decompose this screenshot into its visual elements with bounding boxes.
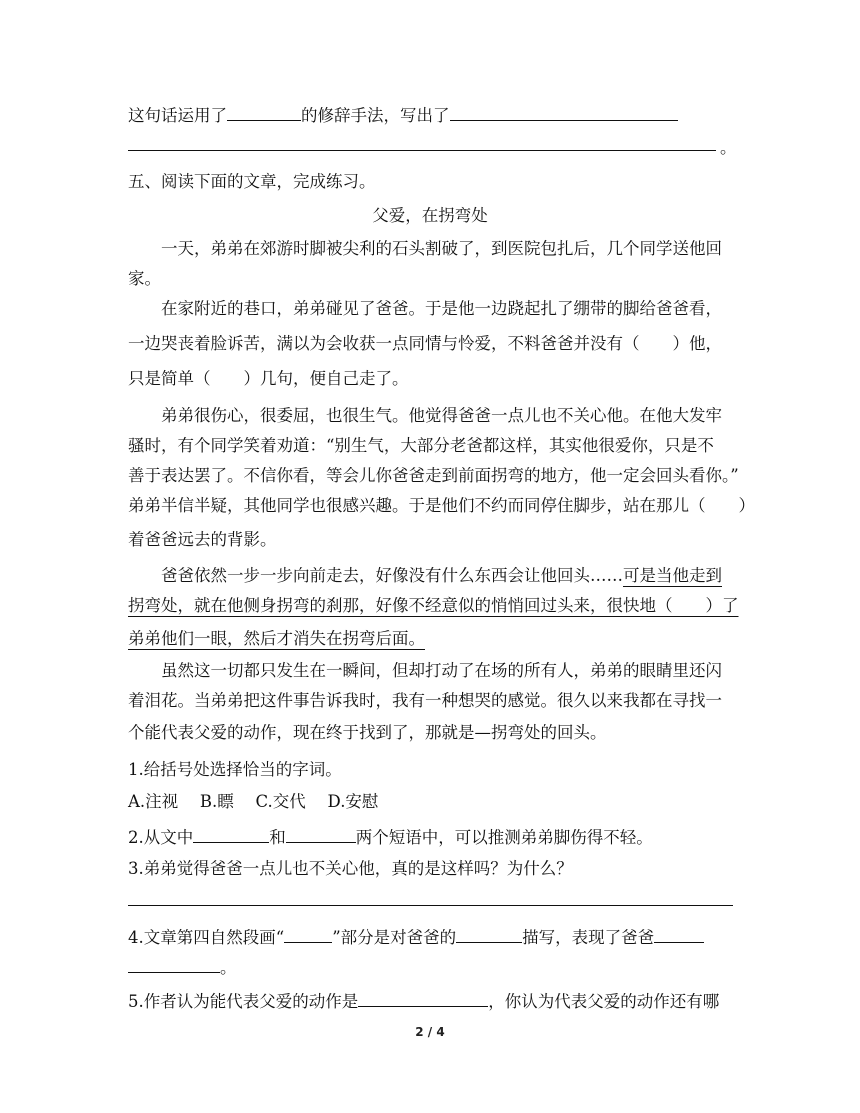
effect-answer-blank[interactable]: [450, 102, 678, 121]
article-line-plain: 爸爸依然一步一步向前走去，好像没有什么东西会让他回头……: [161, 566, 623, 585]
article-line: 虽然这一切都只发生在一瞬间，但却打动了在场的所有人，弟弟的眼睛里还闪: [161, 661, 722, 680]
article-line: 骚时，有个同学笑着劝道：“别生气，大部分老爸都这样，其实他很爱你，只是不: [128, 436, 714, 455]
rhetoric-text-2: 的修辞手法，写出了: [301, 106, 450, 125]
article-title: 父爱，在拐弯处: [372, 206, 488, 225]
article-line: 着泪花。当弟弟把这件事告诉我时，我有一种想哭的感觉。很久以来我都在寻找一: [128, 691, 722, 710]
underlined-sentence: 拐弯处，就在他侧身拐弯的刹那，好像不经意似的悄悄回过头来，很快地（ ）了: [128, 596, 739, 615]
article-line: 善于表达罢了。不信你看，等会儿你爸爸走到前面拐弯的地方，他一定会回头看你。”: [128, 466, 739, 485]
article-line: 在家附近的巷口，弟弟碰见了爸爸。于是他一边跷起扎了绷带的脚给爸爸看，: [161, 299, 722, 318]
question-1-options: A.注视 B.瞟 C.交代 D.安慰: [128, 792, 379, 811]
question-2: [128, 824, 653, 850]
q5-text-a: 5.作者认为能代表父爱的动作是: [128, 992, 359, 1011]
section-heading: 五、阅读下面的文章，完成练习。: [128, 172, 376, 191]
q4-blank-3-cont[interactable]: [128, 954, 220, 973]
rhetoric-text-1: 这句话运用了: [128, 106, 227, 125]
rhetoric-question-line: [128, 102, 678, 128]
q4-blank-3[interactable]: [654, 924, 704, 943]
q3-answer-line[interactable]: [128, 905, 733, 906]
article-line: 家。: [128, 269, 161, 288]
underlined-sentence: 弟弟他们一眼，然后才消失在拐弯后面。: [128, 629, 425, 648]
article-line: 个能代表父爱的动作，现在终于找到了，那就是—拐弯处的回头。: [128, 723, 607, 742]
q4-blank-1[interactable]: [284, 924, 332, 943]
article-line: 着爸爸远去的背影。: [128, 530, 277, 549]
q4-text-a: 4.文章第四自然段画“: [128, 928, 285, 947]
q4-text-b: ”部分是对爸爸的: [332, 928, 457, 947]
q2-blank-2[interactable]: [286, 824, 356, 843]
article-line: 一边哭丧着脸诉苦，满以为会收获一点同情与怜爱，不料爸爸并没有（ ）他，: [128, 334, 722, 353]
q4-end: 。: [220, 958, 237, 977]
article-line: 一天，弟弟在郊游时脚被尖利的石头割破了，到医院包扎后，几个同学送他回: [161, 239, 722, 258]
article-line: 只是简单（ ）几句，便自己走了。: [128, 369, 409, 388]
question-3: 3.弟弟觉得爸爸一点儿也不关心他，真的是这样吗？为什么？: [128, 859, 573, 878]
rhetoric-answer-blank[interactable]: [227, 102, 301, 121]
question-4-cont: [128, 954, 237, 980]
q4-blank-2[interactable]: [456, 924, 522, 943]
question-5: [128, 988, 719, 1014]
article-line: 弟弟很伤心，很委屈，也很生气。他觉得爸爸一点儿也不关心他。在他大发牢: [161, 406, 722, 425]
question-1: 1.给括号处选择恰当的字词。: [128, 760, 342, 779]
period-mark: 。: [720, 138, 737, 157]
q2-blank-1[interactable]: [193, 824, 269, 843]
article-line: 弟弟半信半疑，其他同学也很感兴趣。于是他们不约而同停住脚步，站在那儿（ ）: [128, 496, 755, 515]
q4-text-c: 描写，表现了爸爸: [522, 928, 655, 947]
q2-text-b: 和: [269, 828, 286, 847]
underlined-sentence: 可是当他走到: [623, 566, 722, 585]
question-4: [128, 924, 704, 950]
q5-blank[interactable]: [358, 988, 488, 1007]
q2-text-a: 2.从文中: [128, 828, 194, 847]
q2-text-c: 两个短语中，可以推测弟弟脚伤得不轻。: [355, 828, 653, 847]
effect-answer-line[interactable]: [128, 150, 716, 151]
page-number: 2 / 4: [415, 1025, 445, 1039]
article-line: [161, 564, 722, 588]
q5-text-b: ，你认为代表父爱的动作还有哪: [488, 992, 720, 1011]
